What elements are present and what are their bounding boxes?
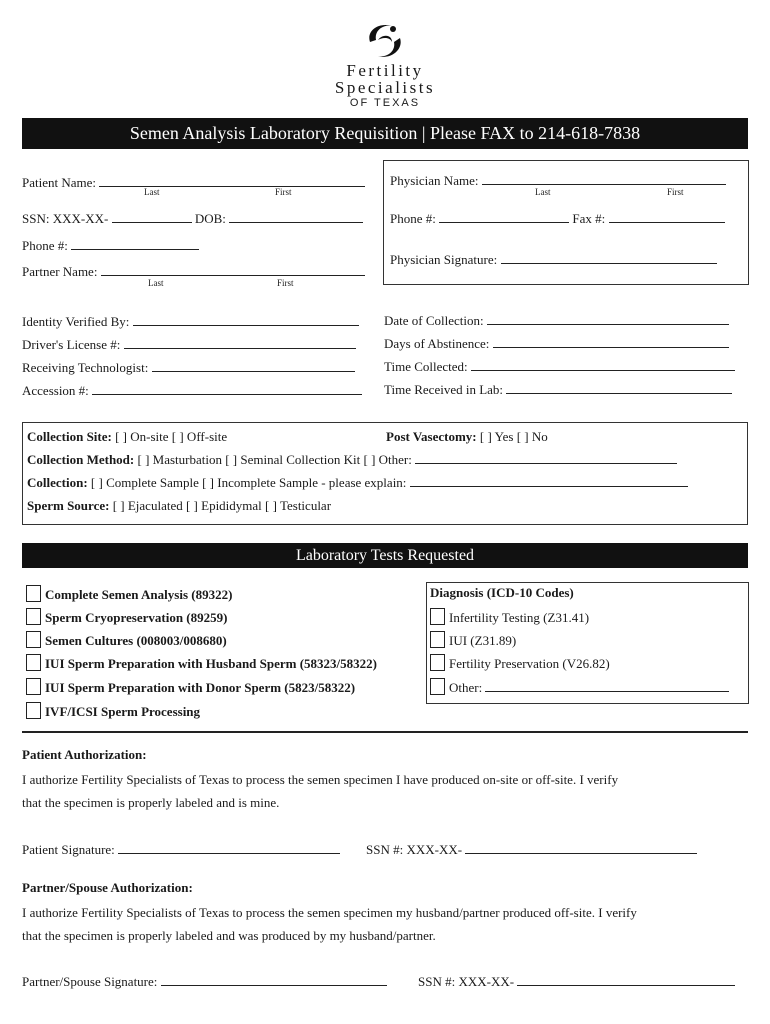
collection-options[interactable]: [ ] Complete Sample [ ] Incomplete Sample - please explain: xyxy=(90,475,407,490)
patient-signature-line[interactable] xyxy=(118,842,340,854)
physician-fax-label: Fax #: xyxy=(572,211,606,226)
diagnosis-item[interactable] xyxy=(430,654,610,672)
partner-ssn-field[interactable] xyxy=(418,974,735,990)
test-checkbox[interactable] xyxy=(26,608,41,625)
test-checkbox[interactable] xyxy=(26,585,41,602)
patient-auth-line-2: that the specimen is properly labeled and is mine. xyxy=(22,795,280,810)
ssn-label: SSN: XXX-XX- xyxy=(22,211,109,226)
receiving-technologist-label: Receiving Technologist: xyxy=(22,360,149,375)
patient-auth-title: Patient Authorization: xyxy=(22,747,147,762)
partner-auth-line-1: I authorize Fertility Specialists of Texas to process the semen specimen my husband/partner produced off-site. I verify xyxy=(22,905,637,920)
partner-auth-text xyxy=(22,901,748,947)
collection-method-row[interactable] xyxy=(27,452,677,468)
clinic-logo-mark-icon xyxy=(362,20,408,62)
diagnosis-item[interactable] xyxy=(430,678,729,696)
collection-method-options[interactable]: [ ] Masturbation [ ] Seminal Collection Kit [ ] Other: xyxy=(137,452,412,467)
diagnosis-checkbox[interactable] xyxy=(430,678,445,695)
test-label: IVF/ICSI Sperm Processing xyxy=(45,704,201,719)
date-of-collection-field[interactable] xyxy=(384,313,729,329)
logo-text-specialists: Specialists xyxy=(334,78,436,97)
logo-text-of-texas: OF TEXAS xyxy=(349,97,421,109)
post-vasectomy-options[interactable]: [ ] Yes [ ] No xyxy=(479,429,548,444)
dob-label: DOB: xyxy=(194,211,226,226)
sperm-source-label: Sperm Source: xyxy=(27,498,110,513)
date-of-collection-line[interactable] xyxy=(487,313,729,325)
test-item[interactable] xyxy=(26,631,227,649)
patient-first-label: First xyxy=(275,187,292,197)
collection-explain-line[interactable] xyxy=(410,475,688,487)
post-vasectomy-label: Post Vasectomy: xyxy=(386,429,477,444)
physician-phone-label: Phone #: xyxy=(390,211,436,226)
sperm-source-row[interactable] xyxy=(27,498,331,514)
ssn-line[interactable] xyxy=(112,211,192,223)
title-banner: Semen Analysis Laboratory Requisition | Please FAX to 214-618-7838 xyxy=(22,118,748,149)
test-item[interactable] xyxy=(26,678,355,696)
drivers-license-line[interactable] xyxy=(124,337,356,349)
patient-last-label: Last xyxy=(144,187,160,197)
diagnosis-title: Diagnosis (ICD-10 Codes) xyxy=(430,585,574,600)
diagnosis-checkbox[interactable] xyxy=(430,631,445,648)
diagnosis-label: Fertility Preservation (V26.82) xyxy=(449,656,610,671)
date-of-collection-label: Date of Collection: xyxy=(384,313,484,328)
partner-auth-title: Partner/Spouse Authorization: xyxy=(22,880,193,895)
patient-ssn-field[interactable] xyxy=(366,842,697,858)
accession-line[interactable] xyxy=(92,383,362,395)
patient-auth-text xyxy=(22,768,748,814)
test-item[interactable] xyxy=(26,702,200,720)
collection-method-other-line[interactable] xyxy=(415,452,677,464)
partner-name-field[interactable] xyxy=(22,264,365,280)
test-item[interactable] xyxy=(26,654,377,672)
test-label: IUI Sperm Preparation with Donor Sperm (5823/58322) xyxy=(45,680,356,695)
test-label: Semen Cultures (008003/008680) xyxy=(45,633,227,648)
diagnosis-item[interactable] xyxy=(430,631,516,649)
physician-phone-field[interactable] xyxy=(390,211,725,227)
diagnosis-label: Other: xyxy=(449,680,483,695)
partner-ssn-label: SSN #: XXX-XX- xyxy=(418,974,515,989)
section-divider xyxy=(22,731,748,733)
test-item[interactable] xyxy=(26,608,227,626)
receiving-technologist-field[interactable] xyxy=(22,360,355,376)
test-label: Complete Semen Analysis (89322) xyxy=(45,587,233,602)
collection-row[interactable] xyxy=(27,475,688,491)
identity-verified-label: Identity Verified By: xyxy=(22,314,130,329)
partner-name-label: Partner Name: xyxy=(22,264,98,279)
partner-signature-line[interactable] xyxy=(161,974,387,986)
patient-auth-line-1: I authorize Fertility Specialists of Texas to process the semen specimen I have produced on-site or off-site. I verify xyxy=(22,772,619,787)
partner-signature-label: Partner/Spouse Signature: xyxy=(22,974,158,989)
collection-site-row[interactable] xyxy=(27,429,227,445)
receiving-technologist-line[interactable] xyxy=(152,360,355,372)
days-abstinence-line[interactable] xyxy=(493,336,729,348)
test-checkbox[interactable] xyxy=(26,654,41,671)
dob-line[interactable] xyxy=(229,211,363,223)
partner-auth-line-2: that the specimen is properly labeled and was produced by my husband/partner. xyxy=(22,928,436,943)
patient-phone-line[interactable] xyxy=(71,238,199,250)
physician-name-label: Physician Name: xyxy=(390,173,479,188)
drivers-license-label: Driver's License #: xyxy=(22,337,121,352)
partner-last-label: Last xyxy=(148,278,164,288)
patient-name-line[interactable] xyxy=(99,175,365,187)
test-label: IUI Sperm Preparation with Husband Sperm (58323/58322) xyxy=(45,656,378,671)
identity-verified-line[interactable] xyxy=(133,314,359,326)
physician-name-line[interactable] xyxy=(482,173,726,185)
time-collected-field[interactable] xyxy=(384,359,735,375)
physician-signature-label: Physician Signature: xyxy=(390,252,498,267)
collection-method-label: Collection Method: xyxy=(27,452,135,467)
partner-name-line[interactable] xyxy=(101,264,365,276)
patient-signature-label: Patient Signature: xyxy=(22,842,115,857)
test-checkbox[interactable] xyxy=(26,702,41,719)
time-collected-line[interactable] xyxy=(471,359,735,371)
drivers-license-field[interactable] xyxy=(22,337,356,353)
partner-signature-field[interactable] xyxy=(22,974,387,990)
identity-verified-field[interactable] xyxy=(22,314,359,330)
diagnosis-item[interactable] xyxy=(430,608,589,626)
test-checkbox[interactable] xyxy=(26,678,41,695)
accession-field[interactable] xyxy=(22,383,362,399)
tests-banner: Laboratory Tests Requested xyxy=(22,543,748,568)
patient-signature-field[interactable] xyxy=(22,842,340,858)
accession-label: Accession #: xyxy=(22,383,89,398)
time-received-field[interactable] xyxy=(384,382,732,398)
clinic-logo xyxy=(330,20,440,109)
physician-fax-line[interactable] xyxy=(609,211,725,223)
partner-first-label: First xyxy=(277,278,294,288)
patient-ssn-label: SSN #: XXX-XX- xyxy=(366,842,463,857)
patient-phone-field[interactable] xyxy=(22,238,199,254)
diagnosis-label: IUI (Z31.89) xyxy=(449,633,517,648)
time-received-line[interactable] xyxy=(506,382,732,394)
post-vasectomy-row[interactable] xyxy=(386,429,548,445)
collection-site-options[interactable]: [ ] On-site [ ] Off-site xyxy=(115,429,228,444)
diagnosis-label: Infertility Testing (Z31.41) xyxy=(449,610,590,625)
logo-text-fertility: Fertility xyxy=(346,61,424,80)
time-received-label: Time Received in Lab: xyxy=(384,382,504,397)
physician-phone-line[interactable] xyxy=(439,211,569,223)
time-collected-label: Time Collected: xyxy=(384,359,468,374)
partner-ssn-line[interactable] xyxy=(517,974,735,986)
test-label: Sperm Cryopreservation (89259) xyxy=(45,610,228,625)
physician-signature-line[interactable] xyxy=(501,252,717,264)
diagnosis-checkbox[interactable] xyxy=(430,654,445,671)
patient-name-label: Patient Name: xyxy=(22,175,97,190)
physician-signature-field[interactable] xyxy=(390,252,717,268)
patient-ssn-line[interactable] xyxy=(465,842,697,854)
ssn-field[interactable] xyxy=(22,211,363,227)
diagnosis-other-line[interactable] xyxy=(485,680,729,692)
patient-name-field[interactable] xyxy=(22,175,365,191)
physician-first-label: First xyxy=(667,187,684,197)
physician-last-label: Last xyxy=(535,187,551,197)
sperm-source-options[interactable]: [ ] Ejaculated [ ] Epididymal [ ] Testicular xyxy=(112,498,332,513)
days-abstinence-field[interactable] xyxy=(384,336,729,352)
test-checkbox[interactable] xyxy=(26,631,41,648)
days-abstinence-label: Days of Abstinence: xyxy=(384,336,490,351)
collection-label: Collection: xyxy=(27,475,88,490)
collection-site-label: Collection Site: xyxy=(27,429,112,444)
patient-phone-label: Phone #: xyxy=(22,238,68,253)
test-item[interactable] xyxy=(26,585,232,603)
diagnosis-checkbox[interactable] xyxy=(430,608,445,625)
